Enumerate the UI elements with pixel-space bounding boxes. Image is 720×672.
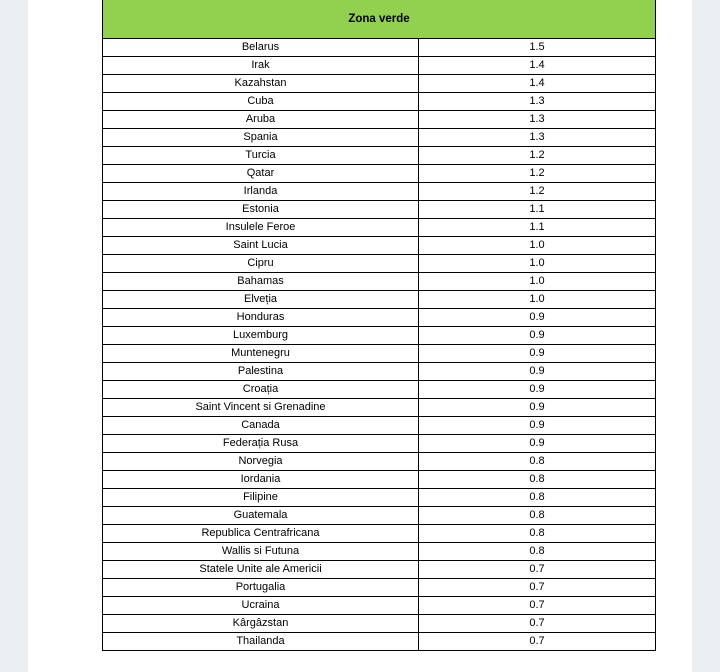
country-cell: Irak: [103, 57, 419, 75]
value-cell: 1.3: [419, 111, 656, 129]
country-cell: Croația: [103, 381, 419, 399]
country-cell: Qatar: [103, 165, 419, 183]
value-cell: 1.4: [419, 75, 656, 93]
country-cell: Bahamas: [103, 273, 419, 291]
country-cell: Saint Lucia: [103, 237, 419, 255]
table-row: [103, 255, 656, 273]
country-cell: Cipru: [103, 255, 419, 273]
value-cell: 1.1: [419, 219, 656, 237]
country-cell: Federația Rusa: [103, 435, 419, 453]
value-cell: 0.8: [419, 525, 656, 543]
value-cell: 1.0: [419, 291, 656, 309]
country-cell: Cuba: [103, 93, 419, 111]
value-cell: 1.0: [419, 237, 656, 255]
country-cell: Saint Vincent si Grenadine: [103, 399, 419, 417]
country-cell: Elveția: [103, 291, 419, 309]
value-cell: 1.1: [419, 201, 656, 219]
country-cell: Aruba: [103, 111, 419, 129]
country-cell: Estonia: [103, 201, 419, 219]
country-cell: Turcia: [103, 147, 419, 165]
value-cell: 0.8: [419, 507, 656, 525]
value-cell: 0.9: [419, 417, 656, 435]
table-row: [103, 579, 656, 597]
table-row: [103, 129, 656, 147]
green-zone-table: [102, 0, 656, 651]
value-cell: 1.2: [419, 183, 656, 201]
country-cell: Portugalia: [103, 579, 419, 597]
table-row: [103, 633, 656, 651]
table-row: [103, 183, 656, 201]
country-cell: Belarus: [103, 39, 419, 57]
value-cell: 1.0: [419, 255, 656, 273]
table-row: [103, 39, 656, 57]
table-row: [103, 93, 656, 111]
value-cell: 0.7: [419, 633, 656, 651]
table-row: [103, 399, 656, 417]
table-row: [103, 615, 656, 633]
value-cell: 0.8: [419, 471, 656, 489]
table-row: [103, 75, 656, 93]
table-row: [103, 309, 656, 327]
country-cell: Spania: [103, 129, 419, 147]
table-row: [103, 435, 656, 453]
table-row: [103, 363, 656, 381]
country-cell: Luxemburg: [103, 327, 419, 345]
country-cell: Muntenegru: [103, 345, 419, 363]
table-row: [103, 291, 656, 309]
value-cell: 0.9: [419, 381, 656, 399]
table-row: [103, 237, 656, 255]
country-cell: Thailanda: [103, 633, 419, 651]
value-cell: 0.8: [419, 489, 656, 507]
table-row: [103, 417, 656, 435]
value-cell: 0.9: [419, 399, 656, 417]
country-cell: Filipine: [103, 489, 419, 507]
country-cell: Republica Centrafricana: [103, 525, 419, 543]
country-cell: Statele Unite ale Americii: [103, 561, 419, 579]
value-cell: 0.9: [419, 327, 656, 345]
table-row: [103, 147, 656, 165]
value-cell: 1.5: [419, 39, 656, 57]
table-body: [103, 39, 656, 651]
country-cell: Honduras: [103, 309, 419, 327]
table-row: [103, 597, 656, 615]
table-row: [103, 327, 656, 345]
document-page: [28, 0, 692, 672]
value-cell: 1.2: [419, 147, 656, 165]
table-row: [103, 57, 656, 75]
value-cell: 1.0: [419, 273, 656, 291]
table-row: [103, 489, 656, 507]
table-row: [103, 273, 656, 291]
country-cell: Canada: [103, 417, 419, 435]
value-cell: 0.9: [419, 435, 656, 453]
country-cell: Kazahstan: [103, 75, 419, 93]
country-cell: Iordania: [103, 471, 419, 489]
country-cell: Ucraina: [103, 597, 419, 615]
country-cell: Palestina: [103, 363, 419, 381]
value-cell: 0.9: [419, 309, 656, 327]
table-header-zona-verde: Zona verde: [103, 0, 656, 39]
table-row: [103, 543, 656, 561]
value-cell: 0.9: [419, 345, 656, 363]
country-cell: Wallis si Futuna: [103, 543, 419, 561]
value-cell: 1.4: [419, 57, 656, 75]
value-cell: 0.9: [419, 363, 656, 381]
value-cell: 0.7: [419, 597, 656, 615]
country-cell: Kârgâzstan: [103, 615, 419, 633]
value-cell: 0.8: [419, 543, 656, 561]
country-cell: Norvegia: [103, 453, 419, 471]
value-cell: 0.8: [419, 453, 656, 471]
value-cell: 1.2: [419, 165, 656, 183]
country-cell: Guatemala: [103, 507, 419, 525]
table-row: [103, 453, 656, 471]
table-row: [103, 201, 656, 219]
table-row: [103, 507, 656, 525]
table-row: [103, 345, 656, 363]
value-cell: 1.3: [419, 129, 656, 147]
value-cell: 0.7: [419, 561, 656, 579]
country-cell: Irlanda: [103, 183, 419, 201]
table-row: [103, 561, 656, 579]
country-cell: Insulele Feroe: [103, 219, 419, 237]
table-row: [103, 219, 656, 237]
value-cell: 0.7: [419, 579, 656, 597]
table-row: [103, 381, 656, 399]
table-row: [103, 165, 656, 183]
table-header-row: [103, 0, 656, 39]
table-row: [103, 525, 656, 543]
value-cell: 0.7: [419, 615, 656, 633]
table-row: [103, 471, 656, 489]
value-cell: 1.3: [419, 93, 656, 111]
table-row: [103, 111, 656, 129]
